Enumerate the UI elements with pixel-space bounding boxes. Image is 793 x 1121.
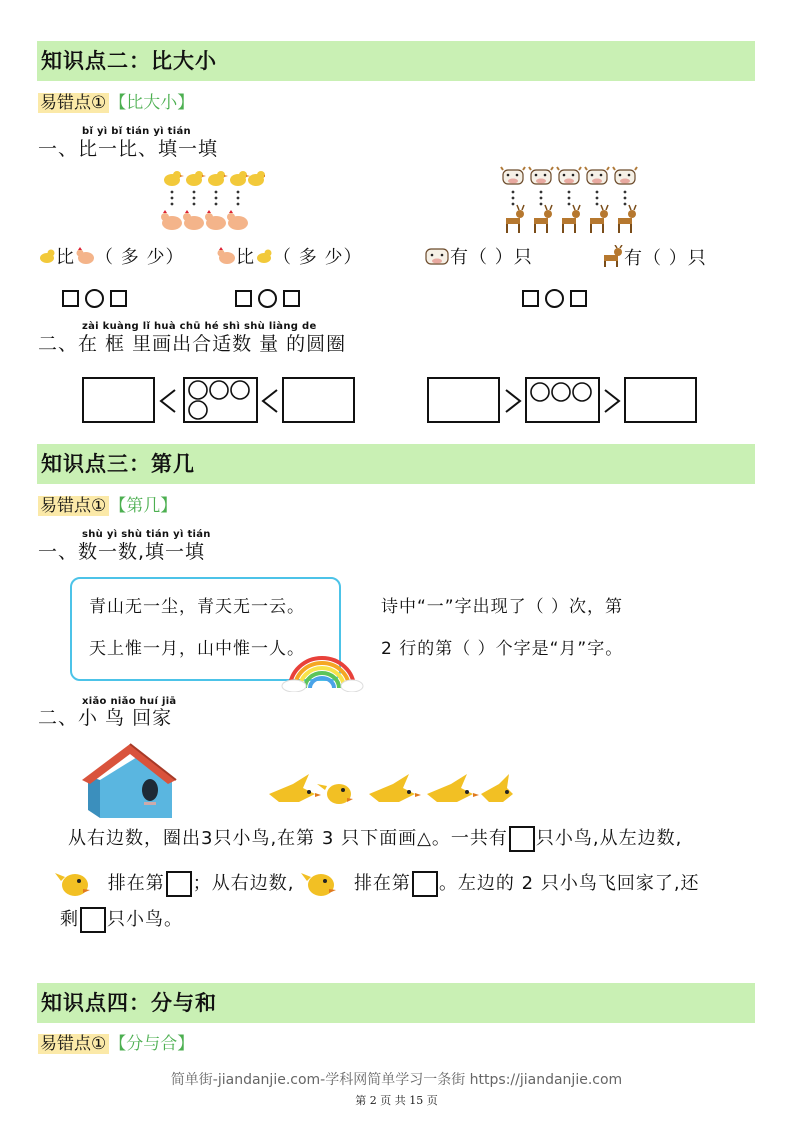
chick-icon	[186, 171, 206, 186]
pinyin-q1: shù yì shù tián yì tián	[82, 529, 211, 540]
bird-para-line-2: 排在第 ；从右边数, 排在第 。左边的 2 只小鸟飞回家了,还	[55, 865, 700, 899]
deer-icon	[562, 205, 580, 233]
hen-icon	[216, 247, 236, 265]
pinyin-q2: zài kuàng lǐ huà chū hé shì shù liàng de	[82, 321, 317, 332]
deer-icon	[600, 245, 624, 267]
section-title-composition: 知识点四：分与和	[37, 983, 755, 1023]
bird-para-line-1: 从右边数，圈出3只小鸟,在第 3 只下面画△。一共有 只小鸟,从左边数,	[68, 826, 682, 852]
answer-box[interactable]	[235, 290, 252, 307]
less-than-sign	[158, 388, 178, 414]
bird-icon	[427, 774, 479, 802]
pinyin-q2: xiǎo niǎo huí jiā	[82, 696, 177, 707]
section-title-ordinal: 知识点三：第几	[37, 444, 755, 484]
hen-icon	[227, 210, 248, 230]
section-subtitle-composition	[38, 1031, 194, 1057]
answer-box[interactable]	[110, 290, 127, 307]
question-1-label: 一、数一数,填一填	[38, 541, 206, 563]
pitfall-tag: 易错点①	[38, 1034, 109, 1054]
pitfall-topic: 【第几】	[109, 496, 178, 516]
answer-box-left-position[interactable]	[166, 871, 192, 897]
compare-slot-3	[522, 288, 587, 308]
answer-box-remaining[interactable]	[80, 907, 106, 933]
symbol-circle[interactable]	[258, 289, 277, 308]
answer-box-right-position[interactable]	[412, 871, 438, 897]
compare-left-a: 比 （ 多 少）	[38, 245, 184, 271]
bird-icon	[269, 774, 321, 802]
circle-box-left	[183, 377, 258, 423]
draw-box-left-2[interactable]	[282, 377, 355, 423]
chick-icon	[255, 247, 273, 265]
circle-group	[185, 379, 256, 421]
circle-box-right	[525, 377, 600, 423]
poem-question-line-1: 诗中“一”字出现了（ ）次，第	[381, 597, 624, 617]
section-title-compare: 知识点二：比大小	[37, 41, 755, 81]
section-subtitle-compare	[38, 90, 194, 116]
bird-icon	[481, 774, 513, 802]
greater-than-sign	[602, 388, 622, 414]
cow-icon	[585, 167, 609, 184]
footer-site: 简单街-jiandanjie.com-学科网简单学习一条街 https://jiandanjie.com	[170, 1072, 623, 1088]
chick-icon	[208, 171, 228, 186]
draw-box-right-2[interactable]	[624, 377, 697, 423]
pitfall-tag: 易错点①	[38, 93, 109, 113]
answer-box[interactable]	[522, 290, 539, 307]
deer-icon	[590, 205, 608, 233]
pinyin-q1: bǐ yì bǐ tián yì tián	[82, 126, 191, 137]
chick-hen-group	[160, 168, 265, 234]
answer-box-total[interactable]	[509, 826, 535, 852]
answer-box[interactable]	[62, 290, 79, 307]
circle-group	[527, 379, 598, 421]
answer-box[interactable]	[283, 290, 300, 307]
deer-icon	[618, 205, 636, 233]
poem-line-2: 天上惟一月，山中惟一人。	[89, 639, 305, 659]
deer-icon	[506, 205, 524, 233]
compare-left-b: 比 （ 多 少）	[216, 245, 362, 271]
poem-question-line-2: 2 行的第（ ）个字是“月”字。	[381, 639, 624, 659]
pitfall-topic: 【分与合】	[109, 1034, 195, 1054]
birdhouse-icon	[80, 740, 180, 824]
question-2-label: 二、在 框 里画出合适数 量 的圆圈	[38, 333, 347, 355]
cow-icon	[613, 167, 637, 184]
cow-icon	[557, 167, 581, 184]
section-subtitle-ordinal	[38, 493, 177, 519]
hen-icon	[205, 210, 226, 230]
answer-box[interactable]	[570, 290, 587, 307]
cow-deer-group	[500, 166, 645, 236]
cow-icon	[529, 167, 553, 184]
chick-icon	[38, 247, 56, 265]
question-2-label: 二、小 鸟 回家	[38, 707, 173, 729]
hen-icon	[183, 210, 204, 230]
pitfall-tag: 易错点①	[38, 496, 109, 516]
hen-icon	[161, 210, 182, 230]
bird-icon	[55, 865, 95, 899]
compare-slot-1	[62, 288, 127, 308]
poem-line-1: 青山无一尘，青天无一云。	[89, 597, 305, 617]
footer-page-number: 第 2 页 共 15 页	[355, 1094, 438, 1107]
cow-icon	[501, 167, 525, 184]
symbol-circle[interactable]	[85, 289, 104, 308]
pitfall-topic: 【比大小】	[109, 93, 195, 113]
bird-icon	[369, 774, 421, 802]
chick-icon	[164, 171, 184, 186]
compare-right-b: 有（ ）只	[600, 245, 707, 272]
symbol-circle[interactable]	[545, 289, 564, 308]
draw-box-left-1[interactable]	[82, 377, 155, 423]
hen-icon	[75, 247, 95, 265]
chick-icon	[248, 171, 265, 186]
bird-icon	[317, 784, 353, 804]
compare-right-a: 有（ ）只	[424, 245, 533, 271]
compare-slot-2	[235, 288, 300, 308]
bird-icon	[301, 865, 341, 899]
less-than-sign	[260, 388, 280, 414]
cow-icon	[424, 246, 450, 266]
chick-icon	[230, 171, 250, 186]
bird-row	[265, 772, 515, 812]
question-1-label: 一、比一比、填一填	[38, 138, 219, 160]
bird-para-line-3: 剩 只小鸟。	[60, 907, 183, 933]
deer-icon	[534, 205, 552, 233]
rainbow-icon	[280, 650, 364, 692]
greater-than-sign	[503, 388, 523, 414]
draw-box-right-1[interactable]	[427, 377, 500, 423]
